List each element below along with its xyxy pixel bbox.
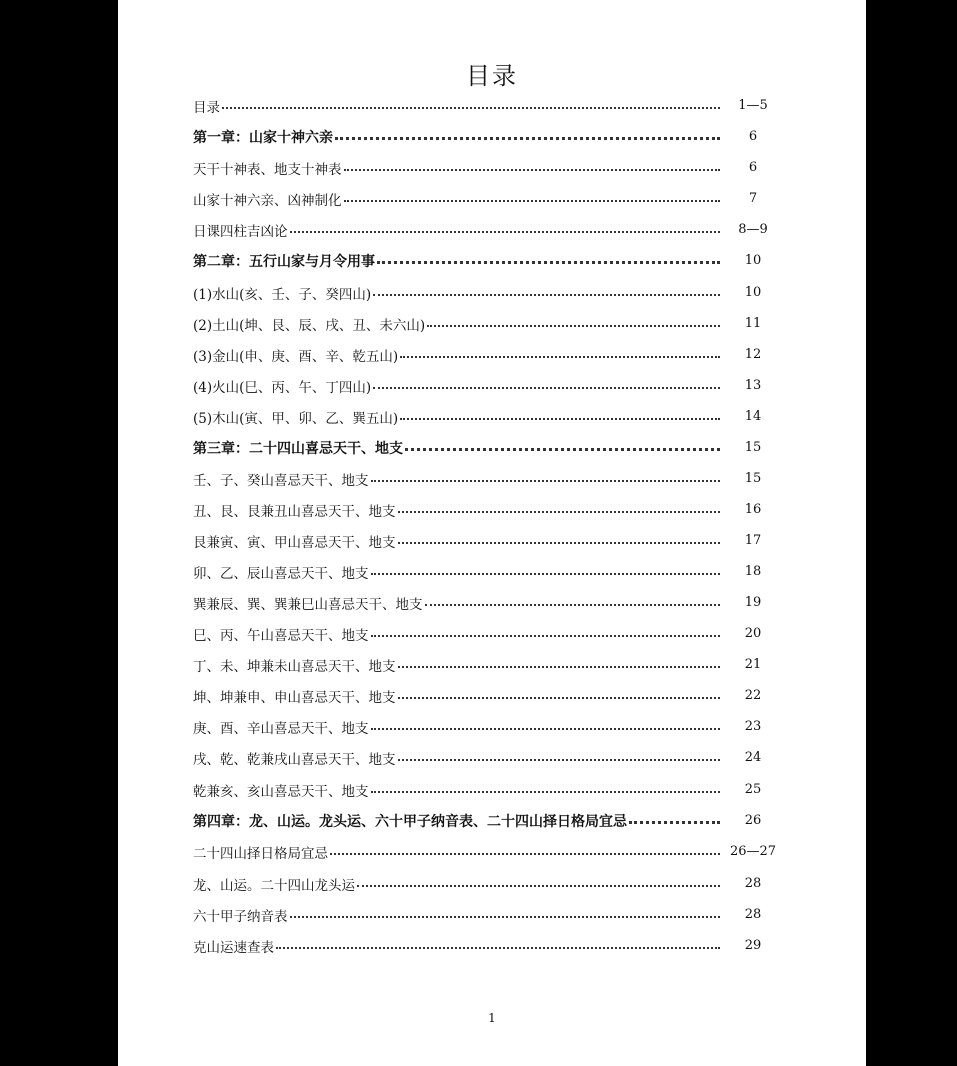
toc-entry-label: 二十四山择日格局宜忌 [193,845,328,862]
toc-entry-label: 庚、酉、辛山喜忌天干、地支 [193,720,369,737]
toc-entry[interactable] [193,930,793,961]
toc-page-number: 7 [748,191,758,206]
toc-entry[interactable] [193,556,793,587]
dot-leader [373,292,720,296]
dot-leader [427,323,720,327]
toc-entry-label: 第四章：龙、山运。龙头运、六十甲子纳音表、二十四山择日格局宜忌 [193,813,627,830]
toc-page-number: 10 [744,285,762,300]
toc-page-number: 21 [744,657,762,672]
toc-entry[interactable] [193,742,793,773]
dot-leader [330,851,720,855]
dot-leader [398,540,720,544]
dot-leader [290,914,720,918]
dot-leader [405,446,720,451]
toc-entry-label: 第二章：五行山家与月令用事 [193,253,375,270]
toc-page-number: 10 [744,253,762,268]
dot-leader [222,105,720,109]
toc-entry[interactable] [193,618,793,649]
toc-entry[interactable] [193,152,793,183]
toc-entry-label: 龙、山运。二十四山龙头运 [193,877,355,894]
dot-leader [398,695,720,699]
document-page [118,0,866,1066]
toc-entry-label: 第一章：山家十神六亲 [193,129,333,146]
toc-entry-label: (1)水山(亥、壬、子、癸四山) [193,286,372,303]
toc-entry-label: 卯、乙、辰山喜忌天干、地支 [193,565,369,582]
dot-leader [276,945,720,949]
toc-entry-label: 天干十神表、地支十神表 [193,161,342,178]
toc-entry[interactable] [193,680,793,711]
toc-entry[interactable] [193,339,793,370]
toc-entry[interactable] [193,649,793,680]
toc-entry-label: (2)土山(坤、艮、辰、戌、丑、未六山) [193,317,426,334]
toc-page-number: 28 [744,876,762,891]
dot-leader [371,571,720,575]
toc-entry-label: 第三章：二十四山喜忌天干、地支 [193,440,403,457]
toc-entry-label: 目录 [193,99,220,116]
toc-entry-label: 壬、子、癸山喜忌天干、地支 [193,472,369,489]
dot-leader [425,602,720,606]
toc-entry[interactable] [193,214,793,245]
toc-page-number: 6 [748,129,758,144]
dot-leader [290,229,720,233]
toc-page-number: 15 [744,440,762,455]
toc-page-number: 11 [744,316,762,331]
toc-entry[interactable] [193,494,793,525]
toc-entry-label: 乾兼亥、亥山喜忌天干、地支 [193,783,369,800]
dot-leader [373,385,720,389]
dot-leader [398,664,720,668]
toc-entry[interactable] [193,370,793,401]
toc-entry-label: 丑、艮、艮兼丑山喜忌天干、地支 [193,503,396,520]
dot-leader [371,789,720,793]
toc-entry-label: 坤、坤兼申、申山喜忌天干、地支 [193,689,396,706]
toc-entry-label: 艮兼寅、寅、甲山喜忌天干、地支 [193,534,396,551]
toc-page-number: 22 [744,688,762,703]
toc-entry-label: 山家十神六亲、凶神制化 [193,192,342,209]
toc-page-number: 28 [744,907,762,922]
toc-entry-label: 巳、丙、午山喜忌天干、地支 [193,627,369,644]
toc-chapter-entry[interactable] [193,245,793,276]
toc-page-number: 20 [744,626,762,641]
dot-leader [629,819,720,824]
toc-page-number: 12 [744,347,762,362]
toc-page-number: 26—27 [729,844,777,859]
toc-entry-label: 克山运速查表 [193,939,274,956]
toc-entry[interactable] [193,90,793,121]
toc-entry[interactable] [193,836,793,867]
toc-page-number: 1—5 [738,98,768,113]
page-title: 目录 [466,62,518,90]
toc-page-number: 25 [744,782,762,797]
dot-leader [357,883,720,887]
toc-entry[interactable] [193,587,793,618]
dot-leader [377,259,720,264]
toc-page-number: 13 [744,378,762,393]
toc-page-number: 8—9 [738,222,768,237]
toc-chapter-entry[interactable] [193,805,793,836]
toc-entry[interactable] [193,308,793,339]
toc-entry-label: (5)木山(寅、甲、卯、乙、巽五山) [193,410,399,427]
dot-leader [344,198,720,202]
dot-leader [398,757,720,761]
toc-entry[interactable] [193,711,793,742]
toc-page-number: 6 [748,160,758,175]
page-number-footer: 1 [488,1011,496,1025]
toc-entry-label: 丁、未、坤兼未山喜忌天干、地支 [193,658,396,675]
toc-page-number: 24 [744,750,762,765]
toc-chapter-entry[interactable] [193,121,793,152]
dot-leader [400,354,720,358]
toc-entry-label: (3)金山(申、庚、酉、辛、乾五山) [193,348,399,365]
dot-leader [371,726,720,730]
toc-page-number: 18 [744,564,762,579]
toc-entry[interactable] [193,774,793,805]
toc-chapter-entry[interactable] [193,432,793,463]
toc-entry[interactable] [193,463,793,494]
toc-entry[interactable] [193,868,793,899]
toc-entry-label: 日课四柱吉凶论 [193,223,288,240]
toc-entry-label: 六十甲子纳音表 [193,908,288,925]
dot-leader [398,509,720,513]
toc-page-number: 17 [744,533,762,548]
toc-page-number: 16 [744,502,762,517]
toc-entry[interactable] [193,277,793,308]
toc-page-number: 15 [744,471,762,486]
toc-page-number: 14 [744,409,762,424]
toc-page-number: 19 [744,595,762,610]
dot-leader [335,135,720,140]
dot-leader [400,416,720,420]
dot-leader [344,167,720,171]
toc-entry-label: 戌、乾、乾兼戌山喜忌天干、地支 [193,751,396,768]
dot-leader [371,633,720,637]
toc-entry-label: (4)火山(巳、丙、午、丁四山) [193,379,372,396]
toc-entry[interactable] [193,401,793,432]
toc-page-number: 26 [744,813,762,828]
toc-entry[interactable] [193,183,793,214]
dot-leader [371,478,720,482]
toc-entry[interactable] [193,525,793,556]
toc-entry[interactable] [193,899,793,930]
toc-page-number: 29 [744,938,762,953]
toc-page-number: 23 [744,719,762,734]
toc-entry-label: 巽兼辰、巽、巽兼巳山喜忌天干、地支 [193,596,423,613]
